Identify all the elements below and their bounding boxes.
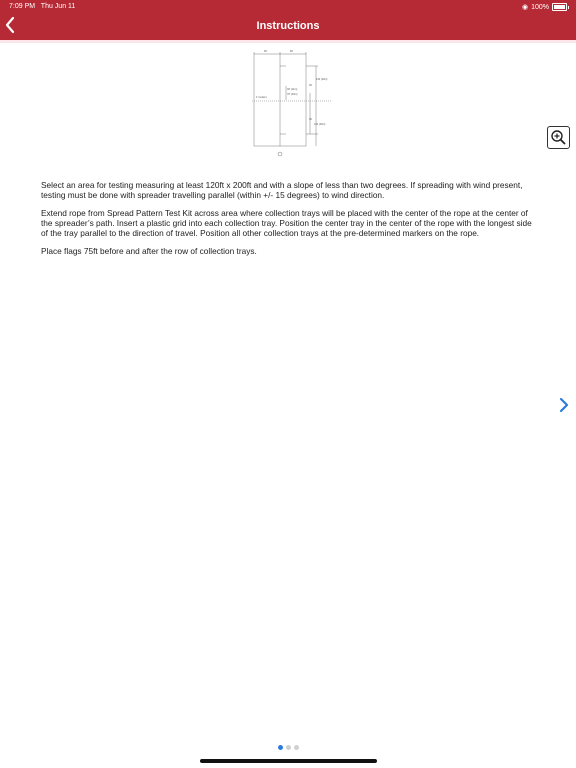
- diagram-label: 76' (23m): [287, 93, 298, 96]
- header-divider: [0, 40, 576, 43]
- page-indicator[interactable]: [0, 745, 576, 750]
- page-dot[interactable]: [294, 745, 299, 750]
- status-bar: [0, 0, 576, 14]
- status-time-text: 7:09 PM: [9, 3, 36, 10]
- instruction-paragraph: Select an area for testing measuring at least 120ft x 200ft and with a slope of less than two degrees. If spreading with wind present, testing must be done with spreader travelling parallel (within +/- 15 degrees) to wind direction.: [41, 180, 523, 200]
- diagram-svg: [250, 48, 334, 160]
- status-time: [9, 3, 75, 10]
- battery-percent: 100%: [531, 3, 549, 11]
- diagram-label: 1' Gutters: [256, 96, 267, 99]
- diagram-label: 60': [290, 50, 294, 53]
- chevron-right-icon: [557, 396, 571, 414]
- page-dot[interactable]: [286, 745, 291, 750]
- spread-pattern-diagram: [250, 48, 334, 160]
- instructions-text: [41, 180, 537, 264]
- home-indicator: [200, 759, 377, 763]
- next-page-button[interactable]: [557, 396, 571, 414]
- zoom-in-button[interactable]: [547, 126, 570, 149]
- diagram-label: 30': [309, 118, 313, 121]
- magnify-plus-icon: [548, 127, 569, 148]
- page-title: Instructions: [256, 20, 320, 32]
- diagram-label: 130 (40m): [314, 123, 326, 126]
- diagram-label: 36' (11m): [287, 88, 298, 91]
- battery-icon: [552, 3, 567, 11]
- status-right: [522, 3, 567, 11]
- instruction-paragraph: Place flags 75ft before and after the row of collection trays.: [41, 246, 257, 256]
- diagram-label: 30': [309, 84, 313, 87]
- status-date-text: Thu Jun 11: [40, 3, 76, 10]
- diagram-label: 130 (40m): [316, 78, 328, 81]
- diagram-label: 60': [264, 50, 268, 53]
- wifi-icon: ◉: [521, 4, 529, 11]
- page-dot[interactable]: [278, 745, 283, 750]
- instruction-paragraph: Extend rope from Spread Pattern Test Kit across area where collection trays will be placed with the center of the rope at the center of the spreader’s path. Insert a plastic grid into each collection tray. Position the center tray in the center of the rope with the longest side of the tray parallel to the direction of travel. Position all other collection trays at the pre-determined markers on the rope.: [41, 208, 532, 238]
